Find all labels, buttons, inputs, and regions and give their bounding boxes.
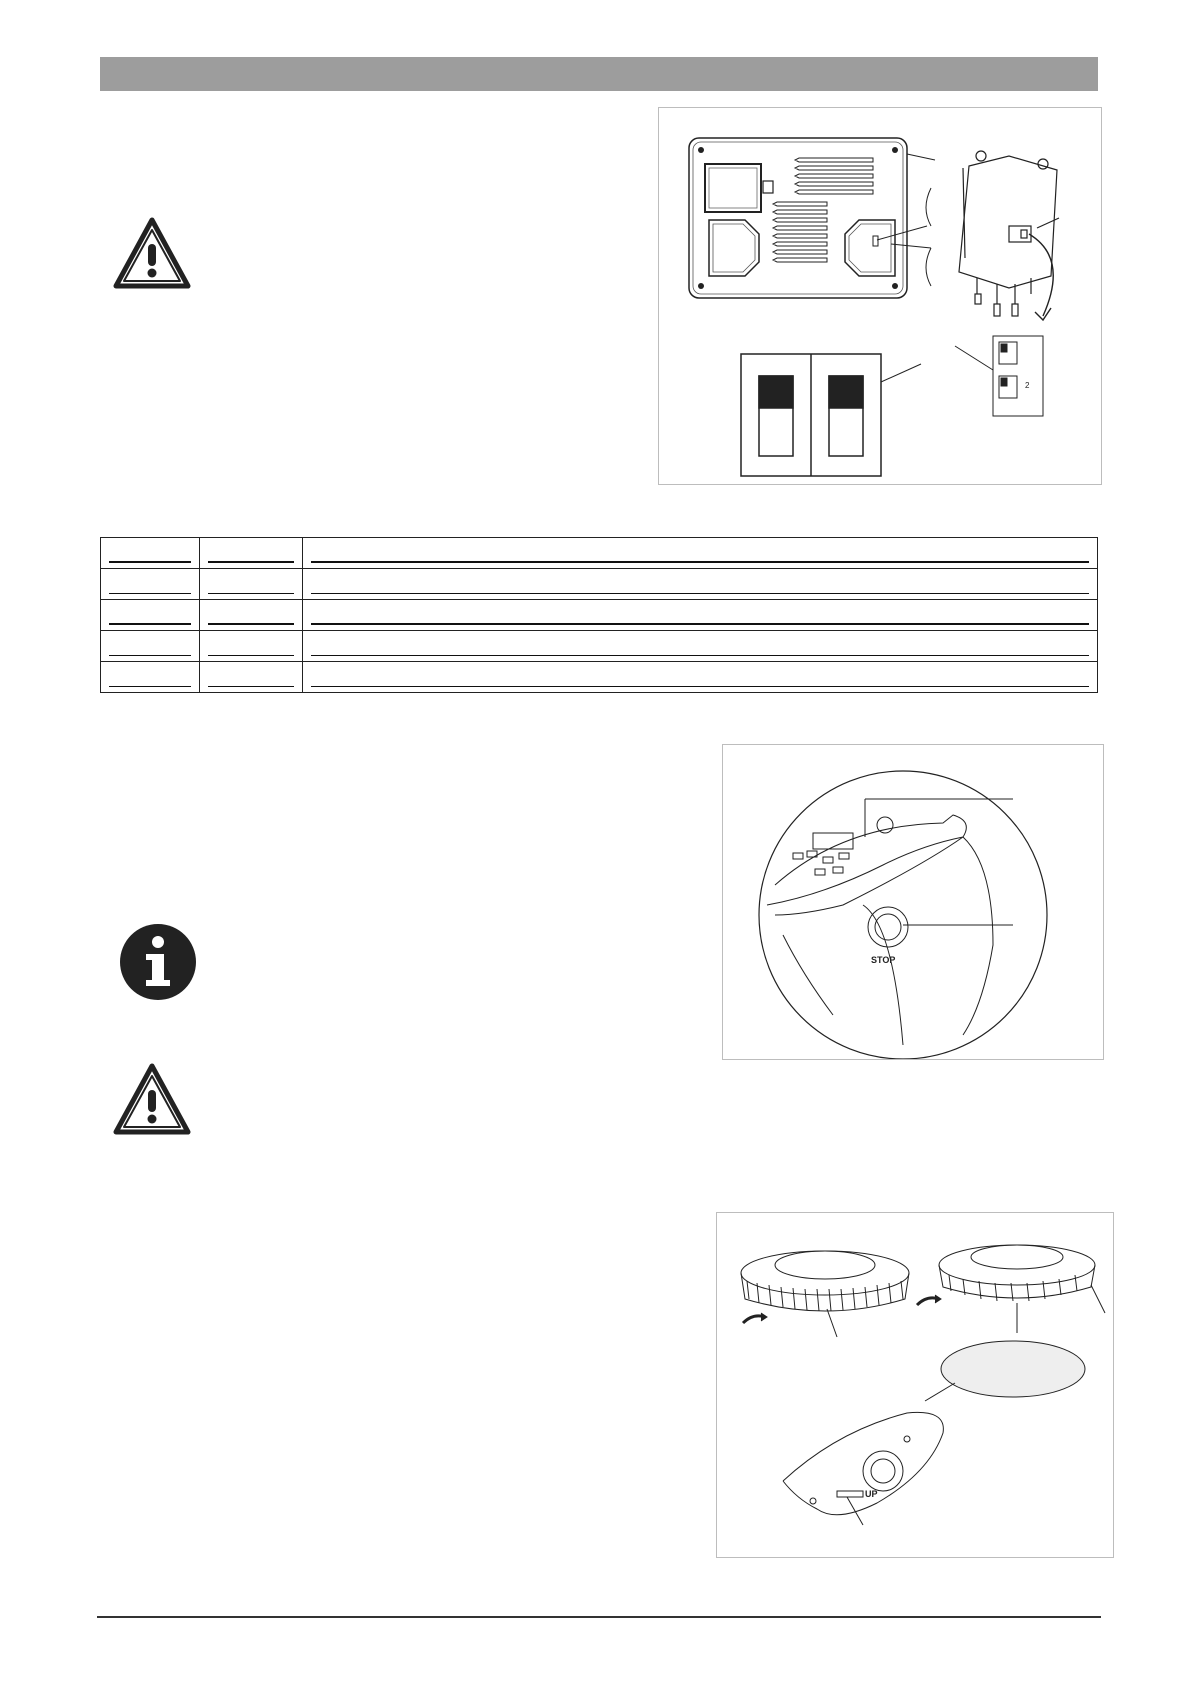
table-row bbox=[101, 569, 1098, 600]
table-cell bbox=[303, 600, 1098, 631]
page-header-bar bbox=[100, 57, 1098, 91]
svg-text:2: 2 bbox=[1025, 381, 1030, 390]
info-icon bbox=[118, 922, 198, 1007]
brush-head-figure bbox=[716, 1212, 1114, 1558]
stop-button-figure bbox=[722, 744, 1104, 1060]
table-cell bbox=[101, 631, 200, 662]
table-cell bbox=[303, 569, 1098, 600]
spec-table bbox=[100, 537, 1098, 693]
table-cell bbox=[200, 538, 303, 569]
footer-divider bbox=[97, 1616, 1101, 1618]
table-cell bbox=[101, 538, 200, 569]
table-cell bbox=[303, 538, 1098, 569]
table-row bbox=[101, 631, 1098, 662]
table-cell bbox=[101, 662, 200, 693]
table-row bbox=[101, 538, 1098, 569]
table-cell bbox=[101, 600, 200, 631]
table-cell bbox=[200, 600, 303, 631]
warning-icon bbox=[112, 214, 192, 299]
warning-icon bbox=[112, 1060, 192, 1145]
control-panel-figure bbox=[658, 107, 1102, 485]
table-cell bbox=[101, 569, 200, 600]
table-cell bbox=[200, 631, 303, 662]
table-row bbox=[101, 662, 1098, 693]
table-cell bbox=[200, 662, 303, 693]
up-label: UP bbox=[865, 1489, 878, 1499]
table-cell bbox=[200, 569, 303, 600]
table-row bbox=[101, 600, 1098, 631]
stop-label: STOP bbox=[871, 955, 896, 965]
table-cell bbox=[303, 631, 1098, 662]
table-cell bbox=[303, 662, 1098, 693]
